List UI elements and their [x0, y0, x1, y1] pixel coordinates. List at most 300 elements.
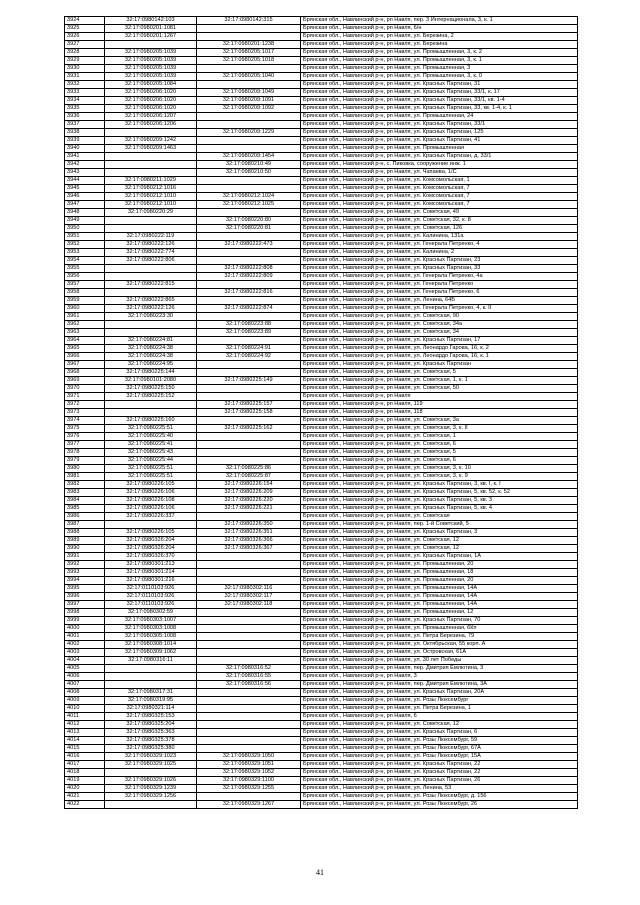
cadastral-number-cell: 32:17:0980329:1267: [197, 801, 301, 809]
cadastral-number-cell: 32:17:0980205:1018: [197, 57, 301, 65]
table-row: [65, 425, 578, 433]
parent-cadastral-number-cell: 32:17:0980317:31: [105, 689, 197, 697]
table-row: [65, 105, 578, 113]
cadastral-number-cell: 32:17:0980201:1238: [197, 41, 301, 49]
table-row: [65, 209, 578, 217]
parent-cadastral-number-cell: 32:17:0980325:380: [105, 745, 197, 753]
table-row: [65, 121, 578, 129]
table-row: [65, 273, 578, 281]
row-number-cell: 3989: [65, 537, 105, 545]
table-row: [65, 561, 578, 569]
cadastral-number-cell: [197, 561, 301, 569]
table-row: [65, 305, 578, 313]
cadastral-number-cell: 32:17:0980212:1024: [197, 193, 301, 201]
parent-cadastral-number-cell: 32:17:0980206:1020: [105, 97, 197, 105]
table-row: [65, 257, 578, 265]
table-row: [65, 465, 578, 473]
cadastral-number-cell: [197, 641, 301, 649]
cadastral-number-cell: 32:17:0980225:87: [197, 473, 301, 481]
row-number-cell: 4013: [65, 729, 105, 737]
parent-cadastral-number-cell: 32:17:0110103:926: [105, 593, 197, 601]
address-cell: Брянская обл., Навлинский р-н, рп Навля, ул. Генерала Петренко: [301, 281, 578, 289]
row-number-cell: 3929: [65, 57, 105, 65]
cadastral-number-cell: 32:17:0980224:92: [197, 353, 301, 361]
row-number-cell: 3947: [65, 201, 105, 209]
parent-cadastral-number-cell: [105, 289, 197, 297]
row-number-cell: 4010: [65, 705, 105, 713]
address-cell: Брянская обл., Навлинский р-н, рп Навля, ул. Генерала Петренко, 4: [301, 241, 578, 249]
table-row: [65, 537, 578, 545]
table-row: [65, 433, 578, 441]
row-number-cell: 3940: [65, 145, 105, 153]
cadastral-number-cell: [197, 313, 301, 321]
parent-cadastral-number-cell: 32:17:0980226:105: [105, 481, 197, 489]
cadastral-number-cell: 32:17:0980329:1052: [197, 769, 301, 777]
parent-cadastral-number-cell: 32:17:0980224:38: [105, 353, 197, 361]
parent-cadastral-number-cell: 32:17:0980206:1020: [105, 89, 197, 97]
cadastral-number-cell: [197, 697, 301, 705]
address-cell: Брянская обл., Навлинский р-н, рп Навля, ул. Советская, 12: [301, 537, 578, 545]
row-number-cell: 3968: [65, 369, 105, 377]
cadastral-number-cell: [197, 793, 301, 801]
cadastral-number-cell: 32:17:0980329:1100: [197, 777, 301, 785]
parent-cadastral-number-cell: 32:17:0980211:1029: [105, 177, 197, 185]
address-cell: Брянская обл., Навлинский р-н, рп Навля, ул. Красных Партизан, 3, кв. I, к. I: [301, 481, 578, 489]
row-number-cell: 3939: [65, 137, 105, 145]
address-cell: Брянская обл., Навлинский р-н, рп Навля, ул. Советская, 34: [301, 329, 578, 337]
cadastral-number-cell: [197, 137, 301, 145]
table-row: [65, 801, 578, 809]
cadastral-number-cell: 32:17:0980225:158: [197, 409, 301, 417]
parent-cadastral-number-cell: 32:17:0980301:216: [105, 577, 197, 585]
row-number-cell: 3965: [65, 345, 105, 353]
table-row: [65, 641, 578, 649]
parent-cadastral-number-cell: [105, 265, 197, 273]
row-number-cell: 3980: [65, 465, 105, 473]
address-cell: Брянская обл., Навлинский р-н, рп Навля, ул. Промышленная, 14А: [301, 593, 578, 601]
parent-cadastral-number-cell: 32:17:0980225:43: [105, 449, 197, 457]
address-cell: Брянская обл., Навлинский р-н, рп Навля, ул. Петра Березина, 79: [301, 633, 578, 641]
table-row: [65, 609, 578, 617]
parent-cadastral-number-cell: 32:17:0980224:38: [105, 345, 197, 353]
row-number-cell: 3976: [65, 433, 105, 441]
address-cell: Брянская обл., Навлинский р-н, рп Навля, ул. Розы Люксембург, 59: [301, 737, 578, 745]
address-cell: Брянская обл., Навлинский р-н, рп Навля: [301, 393, 578, 401]
address-cell: Брянская обл., Навлинский р-н, рп Навля, ул. Красных Партизан, д. 33/1: [301, 153, 578, 161]
address-cell: Брянская обл., Навлинский р-н, рп Навля, ул. Промышленная, 3: [301, 65, 578, 73]
row-number-cell: 3994: [65, 577, 105, 585]
table-row: [65, 417, 578, 425]
table-row: [65, 545, 578, 553]
row-number-cell: 3963: [65, 329, 105, 337]
row-number-cell: 4005: [65, 665, 105, 673]
table-row: [65, 393, 578, 401]
row-number-cell: 3936: [65, 113, 105, 121]
address-cell: Брянская обл., Навлинский р-н, рп Навля, ул. Красных Партизан, 125: [301, 129, 578, 137]
cadastral-number-cell: [197, 145, 301, 153]
cadastral-number-cell: [197, 617, 301, 625]
row-number-cell: 3938: [65, 129, 105, 137]
parent-cadastral-number-cell: 32:17:0980225:160: [105, 417, 197, 425]
row-number-cell: 4020: [65, 785, 105, 793]
parent-cadastral-number-cell: 32:17:0980225:144: [105, 369, 197, 377]
row-number-cell: 4014: [65, 737, 105, 745]
parent-cadastral-number-cell: 32:17:0980308:1014: [105, 641, 197, 649]
table-row: [65, 513, 578, 521]
table-row: [65, 169, 578, 177]
parent-cadastral-number-cell: 32:17:0980101:2080: [105, 377, 197, 385]
table-row: [65, 673, 578, 681]
address-cell: Брянская обл., Навлинский р-н, рп Навля, ул. Березина: [301, 41, 578, 49]
parent-cadastral-number-cell: 32:17:0980325:204: [105, 721, 197, 729]
row-number-cell: 3995: [65, 585, 105, 593]
address-cell: Брянская обл., Навлинский р-н, рп Навля, ул. Генерала Петренко, 4а: [301, 273, 578, 281]
parent-cadastral-number-cell: 32:17:0980225:51: [105, 425, 197, 433]
address-cell: Брянская обл., Навлинский р-н, рп Навля, ул. Красных Партизан, 33/1, кв. 1-4: [301, 97, 578, 105]
parent-cadastral-number-cell: [105, 169, 197, 177]
row-number-cell: 3934: [65, 97, 105, 105]
row-number-cell: 3961: [65, 313, 105, 321]
table-row: [65, 233, 578, 241]
address-cell: Брянская обл., Навлинский р-н, рп Навля, ул. Советская, 12: [301, 545, 578, 553]
cadastral-number-cell: [197, 553, 301, 561]
cadastral-number-cell: [197, 449, 301, 457]
cadastral-number-cell: 32:17:0980222:874: [197, 305, 301, 313]
cadastral-number-cell: [197, 577, 301, 585]
parent-cadastral-number-cell: [105, 161, 197, 169]
parent-cadastral-number-cell: 32:17:0980326:204: [105, 545, 197, 553]
row-number-cell: 3986: [65, 513, 105, 521]
row-number-cell: 4004: [65, 657, 105, 665]
address-cell: Брянская обл., Навлинский р-н, рп Навля, ул. Советская, 5: [301, 369, 578, 377]
parent-cadastral-number-cell: [105, 217, 197, 225]
row-number-cell: 4018: [65, 769, 105, 777]
table-row: [65, 249, 578, 257]
address-cell: Брянская обл., Навлинский р-н, рп Навля, ул. Октябрьская, 55 корп. А: [301, 641, 578, 649]
row-number-cell: 3960: [65, 305, 105, 313]
parent-cadastral-number-cell: 32:17:0980224:81: [105, 337, 197, 345]
parent-cadastral-number-cell: 32:17:0980301:214: [105, 569, 197, 577]
cadastral-number-cell: 32:17:0980220:81: [197, 225, 301, 233]
address-cell: Брянская обл., Навлинский р-н, рп Навля, ул. Красных Партизан, 3: [301, 529, 578, 537]
address-cell: Брянская обл., Навлинский р-н, рп Навля, ул. Советская, 3, к. II: [301, 425, 578, 433]
cadastral-number-cell: [197, 257, 301, 265]
table-row: [65, 569, 578, 577]
row-number-cell: 3952: [65, 241, 105, 249]
address-cell: Брянская обл., Навлинский р-н, рп Навля, пер. 3 Интернационала, 3, к. 1: [301, 17, 578, 25]
parent-cadastral-number-cell: 32:17:0980225:44: [105, 457, 197, 465]
table-row: [65, 681, 578, 689]
address-cell: Брянская обл., Навлинский р-н, рп Навля, ул. Розы Люксембург: [301, 697, 578, 705]
cadastral-number-cell: [197, 721, 301, 729]
address-cell: Брянская обл., Навлинский р-н, рп Навля, ул. Промышленная, 18: [301, 569, 578, 577]
address-cell: Брянская обл., Навлинский р-н, рп Навля, ул. Комсомольская, 7: [301, 185, 578, 193]
cadastral-number-cell: 32:17:0980220:80: [197, 217, 301, 225]
row-number-cell: 3996: [65, 593, 105, 601]
cadastral-number-cell: 32:17:0980316:52: [197, 665, 301, 673]
table-row: [65, 81, 578, 89]
parent-cadastral-number-cell: 32:17:0980212:1016: [105, 185, 197, 193]
cadastral-number-cell: 32:17:0980226:350: [197, 521, 301, 529]
cadastral-number-cell: 32:17:0980205:1040: [197, 73, 301, 81]
table-row: [65, 193, 578, 201]
parent-cadastral-number-cell: 32:17:0980325:153: [105, 713, 197, 721]
parent-cadastral-number-cell: 32:17:0980225:51: [105, 473, 197, 481]
parent-cadastral-number-cell: 32:17:0980223:30: [105, 313, 197, 321]
row-number-cell: 4000: [65, 625, 105, 633]
parent-cadastral-number-cell: [105, 681, 197, 689]
address-cell: Брянская обл., Навлинский р-н, рп Навля, ул. Чапаева, 1/С: [301, 169, 578, 177]
cadastral-number-cell: [197, 705, 301, 713]
address-cell: Брянская обл., Навлинский р-н, рп Навля, 119: [301, 401, 578, 409]
row-number-cell: 4012: [65, 721, 105, 729]
table-row: [65, 153, 578, 161]
parent-cadastral-number-cell: [105, 521, 197, 529]
parent-cadastral-number-cell: 32:17:0980222:119: [105, 233, 197, 241]
cadastral-number-cell: 32:17:0980209:1092: [197, 105, 301, 113]
cadastral-number-cell: 32:17:0980225:162: [197, 425, 301, 433]
cadastral-number-cell: 32:17:0980223:89: [197, 329, 301, 337]
parent-cadastral-number-cell: 32:17:0980319:95: [105, 697, 197, 705]
table-row: [65, 761, 578, 769]
address-cell: Брянская обл., Навлинский р-н, рп Навля, ул. Красных Партизан, 22: [301, 769, 578, 777]
table-row: [65, 473, 578, 481]
parent-cadastral-number-cell: 32:17:0980305:1008: [105, 633, 197, 641]
row-number-cell: 3988: [65, 529, 105, 537]
row-number-cell: 3951: [65, 233, 105, 241]
table-row: [65, 217, 578, 225]
parent-cadastral-number-cell: [105, 273, 197, 281]
parent-cadastral-number-cell: 32:17:0980326:370: [105, 553, 197, 561]
address-cell: Брянская обл., Навлинский р-н, рп Навля, ул. Леонардо Гарова, 16, к. 1: [301, 353, 578, 361]
parent-cadastral-number-cell: 32:17:0980201:1267: [105, 33, 197, 41]
cadastral-number-cell: [197, 513, 301, 521]
row-number-cell: 3975: [65, 425, 105, 433]
parent-cadastral-number-cell: 32:17:0980302:59: [105, 609, 197, 617]
row-number-cell: 4007: [65, 681, 105, 689]
row-number-cell: 3928: [65, 49, 105, 57]
table-row: [65, 401, 578, 409]
cadastral-number-cell: 32:17:0980329:1050: [197, 753, 301, 761]
parent-cadastral-number-cell: [105, 409, 197, 417]
cadastral-number-cell: [197, 713, 301, 721]
registry-table: [64, 16, 578, 809]
table-row: [65, 409, 578, 417]
parent-cadastral-number-cell: 32:17:0980309:1062: [105, 649, 197, 657]
parent-cadastral-number-cell: [105, 41, 197, 49]
table-row: [65, 449, 578, 457]
address-cell: Брянская обл., Навлинский р-н, рп Навля, ул. Красных Партизан, 26: [301, 777, 578, 785]
table-row: [65, 481, 578, 489]
address-cell: Брянская обл., Навлинский р-н, рп Навля, ул. Красных Партизан, 70: [301, 617, 578, 625]
row-number-cell: 3954: [65, 257, 105, 265]
table-row: [65, 729, 578, 737]
table-row: [65, 785, 578, 793]
row-number-cell: 3932: [65, 81, 105, 89]
cadastral-number-cell: 32:17:0980226:209: [197, 489, 301, 497]
parent-cadastral-number-cell: 32:17:0980205:1039: [105, 65, 197, 73]
parent-cadastral-number-cell: [105, 329, 197, 337]
table-row: [65, 369, 578, 377]
cadastral-number-cell: [197, 729, 301, 737]
page-number: 41: [316, 868, 324, 877]
table-row: [65, 657, 578, 665]
cadastral-number-cell: [197, 609, 301, 617]
address-cell: Брянская обл., Навлинский р-н, рп Навля, ул. Красных Партизан, 5, кв. 3: [301, 497, 578, 505]
row-number-cell: 3927: [65, 41, 105, 49]
row-number-cell: 3973: [65, 409, 105, 417]
table-row: [65, 265, 578, 273]
row-number-cell: 3978: [65, 449, 105, 457]
cadastral-number-cell: 32:17:0980302:117: [197, 593, 301, 601]
address-cell: Брянская обл., Навлинский р-н, рп Навля, ул. Советская, 12: [301, 721, 578, 729]
table-row: [65, 241, 578, 249]
parent-cadastral-number-cell: [105, 225, 197, 233]
parent-cadastral-number-cell: 32:17:0980329:1256: [105, 793, 197, 801]
address-cell: Брянская обл., Навлинский р-н, рп Навля, ул. Промышленная, 12: [301, 609, 578, 617]
cadastral-number-cell: [197, 433, 301, 441]
cadastral-number-cell: [197, 457, 301, 465]
parent-cadastral-number-cell: 32:17:0980225:40: [105, 433, 197, 441]
cadastral-number-cell: 32:17:0980222:809: [197, 273, 301, 281]
row-number-cell: 4011: [65, 713, 105, 721]
parent-cadastral-number-cell: [105, 321, 197, 329]
row-number-cell: 3969: [65, 377, 105, 385]
parent-cadastral-number-cell: [105, 801, 197, 809]
cadastral-number-cell: 32:17:0980225:86: [197, 465, 301, 473]
address-cell: Брянская обл., Навлинский р-н, рп Навля, ул. Промышленная: [301, 145, 578, 153]
address-cell: Брянская обл., Навлинский р-н, рп Навля, ул. Петра Березина, 1: [301, 705, 578, 713]
row-number-cell: 3987: [65, 521, 105, 529]
table-row: [65, 633, 578, 641]
address-cell: Брянская обл., Навлинский р-н, рп Навля, ул. Красных Партизан, 6: [301, 729, 578, 737]
row-number-cell: 3982: [65, 481, 105, 489]
parent-cadastral-number-cell: 32:17:0980212:1010: [105, 201, 197, 209]
address-cell: Брянская обл., Навлинский р-н, рп Навля, ул. Розы Люксембург, 26: [301, 801, 578, 809]
parent-cadastral-number-cell: 32:17:0980224:95: [105, 361, 197, 369]
address-cell: Брянская обл., Навлинский р-н, рп Навля, ул. 30 лет Победы: [301, 657, 578, 665]
row-number-cell: 3955: [65, 265, 105, 273]
table-row: [65, 345, 578, 353]
parent-cadastral-number-cell: 32:17:0980222:126: [105, 305, 197, 313]
table-row: [65, 137, 578, 145]
row-number-cell: 3957: [65, 281, 105, 289]
cadastral-number-cell: 32:17:0980316:56: [197, 681, 301, 689]
row-number-cell: 3946: [65, 193, 105, 201]
parent-cadastral-number-cell: 32:17:0980222:774: [105, 249, 197, 257]
row-number-cell: 3944: [65, 177, 105, 185]
table-row: [65, 337, 578, 345]
row-number-cell: 3998: [65, 609, 105, 617]
parent-cadastral-number-cell: 32:17:0980206:1206: [105, 121, 197, 129]
table-row: [65, 313, 578, 321]
address-cell: Брянская обл., Навлинский р-н, рп Навля, ул. Комсомольская, 7: [301, 193, 578, 201]
table-row: [65, 89, 578, 97]
cadastral-number-cell: [197, 689, 301, 697]
address-cell: Брянская обл., Навлинский р-н, рп Навля, 6/н: [301, 25, 578, 33]
cadastral-number-cell: [197, 737, 301, 745]
table-row: [65, 57, 578, 65]
cadastral-number-cell: 32:17:0980209:1454: [197, 153, 301, 161]
table-row: [65, 793, 578, 801]
cadastral-number-cell: [197, 209, 301, 217]
address-cell: Брянская обл., Навлинский р-н, рп Навля, ул. Советская, 3, к. 9: [301, 473, 578, 481]
cadastral-number-cell: [197, 233, 301, 241]
row-number-cell: 3966: [65, 353, 105, 361]
cadastral-number-cell: [197, 249, 301, 257]
row-number-cell: 3931: [65, 73, 105, 81]
cadastral-number-cell: 32:17:0980222:808: [197, 265, 301, 273]
parent-cadastral-number-cell: [105, 769, 197, 777]
address-cell: Брянская обл., Навлинский р-н, рп Навля, ул. Красных Партизан, 41: [301, 137, 578, 145]
parent-cadastral-number-cell: 32:17:0980321:114: [105, 705, 197, 713]
table-row: [65, 505, 578, 513]
cadastral-number-cell: 32:17:0980226:351: [197, 529, 301, 537]
cadastral-number-cell: [197, 33, 301, 41]
table-row: [65, 745, 578, 753]
table-row: [65, 65, 578, 73]
parent-cadastral-number-cell: [105, 129, 197, 137]
table-row: [65, 129, 578, 137]
parent-cadastral-number-cell: 32:17:0980329:1239: [105, 785, 197, 793]
parent-cadastral-number-cell: 32:17:0980226:108: [105, 497, 197, 505]
address-cell: Брянская обл., Навлинский р-н, рп Навля, ул. Советская, 3, к. 10: [301, 465, 578, 473]
cadastral-number-cell: [197, 177, 301, 185]
row-number-cell: 3970: [65, 385, 105, 393]
cadastral-number-cell: [197, 25, 301, 33]
cadastral-number-cell: [197, 337, 301, 345]
address-cell: Брянская обл., Навлинский р-н, рп Навля, ул. Розы Люксембург, 15А: [301, 753, 578, 761]
table-row: [65, 17, 578, 25]
address-cell: Брянская обл., Навлинский р-н, рп Навля, ул. Советская, 34а: [301, 321, 578, 329]
table-row: [65, 497, 578, 505]
cadastral-number-cell: [197, 297, 301, 305]
address-cell: Брянская обл., Навлинский р-н, рп Навля, ул. Промышленная, 3, к. 0: [301, 73, 578, 81]
parent-cadastral-number-cell: 32:17:0980206:1020: [105, 105, 197, 113]
address-cell: Брянская обл., Навлинский р-н, рп Навля, ул. Красных Партизан, 23: [301, 257, 578, 265]
row-number-cell: 3984: [65, 497, 105, 505]
cadastral-number-cell: 32:17:0980326:367: [197, 545, 301, 553]
row-number-cell: 3964: [65, 337, 105, 345]
cadastral-number-cell: [197, 121, 301, 129]
table-row: [65, 753, 578, 761]
row-number-cell: 3924: [65, 17, 105, 25]
table-row: [65, 625, 578, 633]
row-number-cell: 3958: [65, 289, 105, 297]
table-row: [65, 289, 578, 297]
table-row: [65, 385, 578, 393]
row-number-cell: 3983: [65, 489, 105, 497]
address-cell: Брянская обл., Навлинский р-н, с. Пиковка, сооружение инж. 1: [301, 161, 578, 169]
address-cell: Брянская обл., Навлинский р-н, рп Навля, пер. 1-й Советский, 5: [301, 521, 578, 529]
table-row: [65, 689, 578, 697]
row-number-cell: 3950: [65, 225, 105, 233]
parent-cadastral-number-cell: 32:17:0980220:29: [105, 209, 197, 217]
row-number-cell: 3985: [65, 505, 105, 513]
cadastral-number-cell: [197, 649, 301, 657]
parent-cadastral-number-cell: 32:17:0980226:106: [105, 489, 197, 497]
row-number-cell: 3933: [65, 89, 105, 97]
table-row: [65, 593, 578, 601]
parent-cadastral-number-cell: 32:17:0980222:806: [105, 257, 197, 265]
table-row: [65, 353, 578, 361]
table-row: [65, 329, 578, 337]
row-number-cell: 3937: [65, 121, 105, 129]
address-cell: Брянская обл., Навлинский р-н, рп Навля, ул. Красных Партизан, 33/1: [301, 121, 578, 129]
parent-cadastral-number-cell: 32:17:0980226:105: [105, 529, 197, 537]
parent-cadastral-number-cell: [105, 673, 197, 681]
address-cell: Брянская обл., Навлинский р-н, рп Навля, 3: [301, 673, 578, 681]
